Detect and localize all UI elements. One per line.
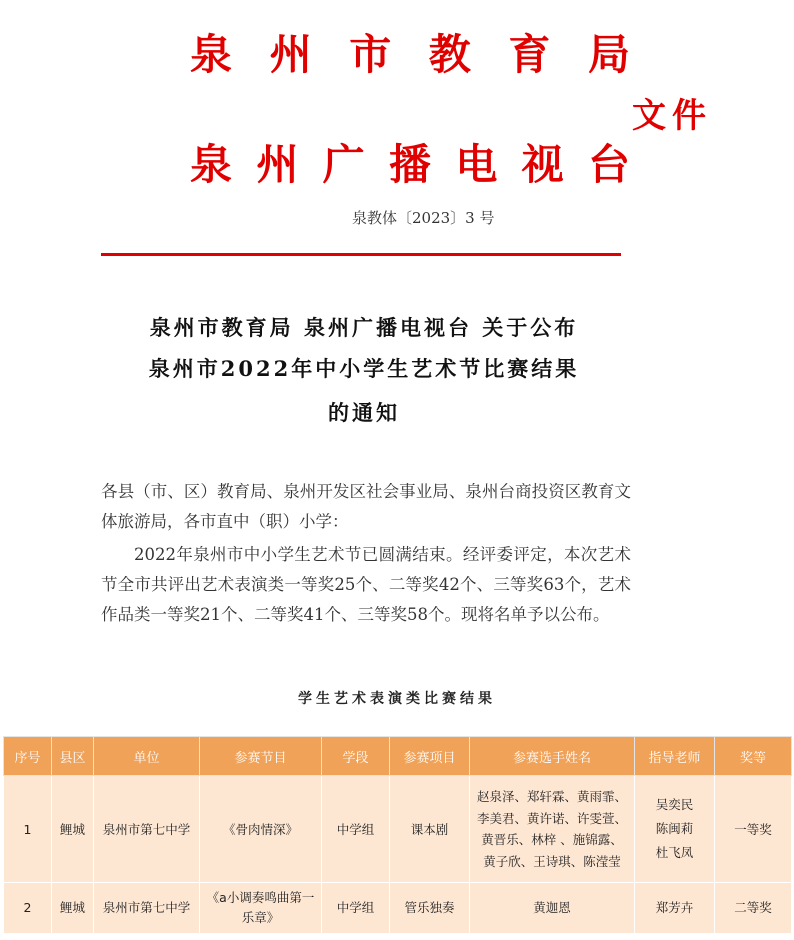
cell-unit: 泉州市第七中学 — [94, 776, 200, 883]
teacher-name: 陈闽莉 — [655, 821, 694, 836]
table-row — [4, 776, 792, 883]
issuer-char: 育 — [508, 30, 551, 79]
cell-category: 管乐独奏 — [390, 883, 470, 934]
column-header: 参赛项目 — [390, 737, 470, 776]
column-header: 序号 — [4, 737, 52, 776]
teacher-name: 吴奕民 — [655, 797, 694, 812]
notice-title-line-3: 的通知 — [328, 400, 400, 425]
cell-award: 二等奖 — [715, 883, 792, 934]
header-divider — [101, 253, 621, 256]
cell-category: 课本剧 — [390, 776, 470, 883]
cell-teachers: 郑芳卉 — [635, 883, 715, 934]
issuer-char: 局 — [587, 30, 630, 79]
cell-participants: 黄迦恩 — [470, 883, 635, 934]
issuer-char: 播 — [388, 140, 431, 189]
cell-participants — [470, 776, 635, 883]
announcement-paragraph: 2022年泉州市中小学生艺术节已圆满结束。经评委评定，本次艺术节全市共评出艺术表演类一等奖25个、二等奖42个、三等奖63个，艺术作品类一等奖21个、二等奖41个、三等奖58个。现将名单予以公布。 — [101, 545, 631, 624]
column-header: 奖等 — [715, 737, 792, 776]
cell-program — [200, 883, 322, 934]
column-header: 参赛节目 — [200, 737, 322, 776]
teacher-name: 杜飞凤 — [655, 845, 694, 860]
cell-teachers — [635, 776, 715, 883]
cell-no: 1 — [4, 776, 52, 883]
issuer-char: 台 — [587, 140, 630, 189]
issuer-line-broadcasting — [190, 132, 630, 192]
cell-level: 中学组 — [322, 776, 390, 883]
issuer-char: 教 — [428, 30, 471, 79]
cell-unit: 泉州市第七中学 — [94, 883, 200, 934]
issuer-char: 泉 — [190, 30, 233, 79]
column-header: 学段 — [322, 737, 390, 776]
cell-level: 中学组 — [322, 883, 390, 934]
issuer-char: 州 — [256, 140, 299, 189]
column-header: 指导老师 — [635, 737, 715, 776]
results-table — [3, 736, 792, 934]
column-header: 参赛选手姓名 — [470, 737, 635, 776]
cell-no: 2 — [4, 883, 52, 934]
cell-district: 鲤城 — [52, 883, 94, 934]
cell-district: 鲤城 — [52, 776, 94, 883]
cell-program: 《骨肉情深》 — [200, 776, 322, 883]
issuer-char: 视 — [521, 140, 564, 189]
section-title: 学生艺术表演类比赛结果 — [298, 691, 496, 707]
participant-line: 黄晋乐、林梓 、施锦露、 — [481, 832, 623, 847]
issuer-line-education-bureau — [190, 22, 630, 82]
cell-award: 一等奖 — [715, 776, 792, 883]
notice-title-line-1: 泉州市教育局 泉州广播电视台 关于公布 — [149, 315, 579, 340]
table-header-row — [4, 737, 792, 776]
doc-type-label: 文件 — [632, 96, 712, 136]
issuer-char: 广 — [322, 140, 365, 189]
program-line: 乐章》 — [241, 910, 280, 925]
program-line: 《a小调奏鸣曲第一 — [206, 890, 315, 905]
document-number: 泉教体〔2023〕3 号 — [352, 209, 495, 227]
recipients-paragraph: 各县（市、区）教育局、泉州开发区社会事业局、泉州台商投资区教育文体旅游局，各市直中（职）小学： — [101, 482, 631, 531]
column-header: 单位 — [94, 737, 200, 776]
notice-title-line-2: 泉州市2022年中小学生艺术节比赛结果 — [148, 356, 580, 381]
table-row — [4, 883, 792, 934]
participant-line: 赵泉泽、郑轩霖、黄雨霏、 — [476, 789, 627, 804]
issuer-char: 市 — [349, 30, 392, 79]
column-header: 县区 — [52, 737, 94, 776]
participant-line: 李美君、黄许诺、许雯萱、 — [476, 810, 627, 826]
issuer-char: 州 — [269, 30, 312, 79]
issuer-char: 泉 — [190, 140, 233, 189]
issuer-char: 电 — [455, 140, 498, 189]
participant-line: 黄子欣、王诗琪、陈滢莹 — [483, 853, 621, 869]
